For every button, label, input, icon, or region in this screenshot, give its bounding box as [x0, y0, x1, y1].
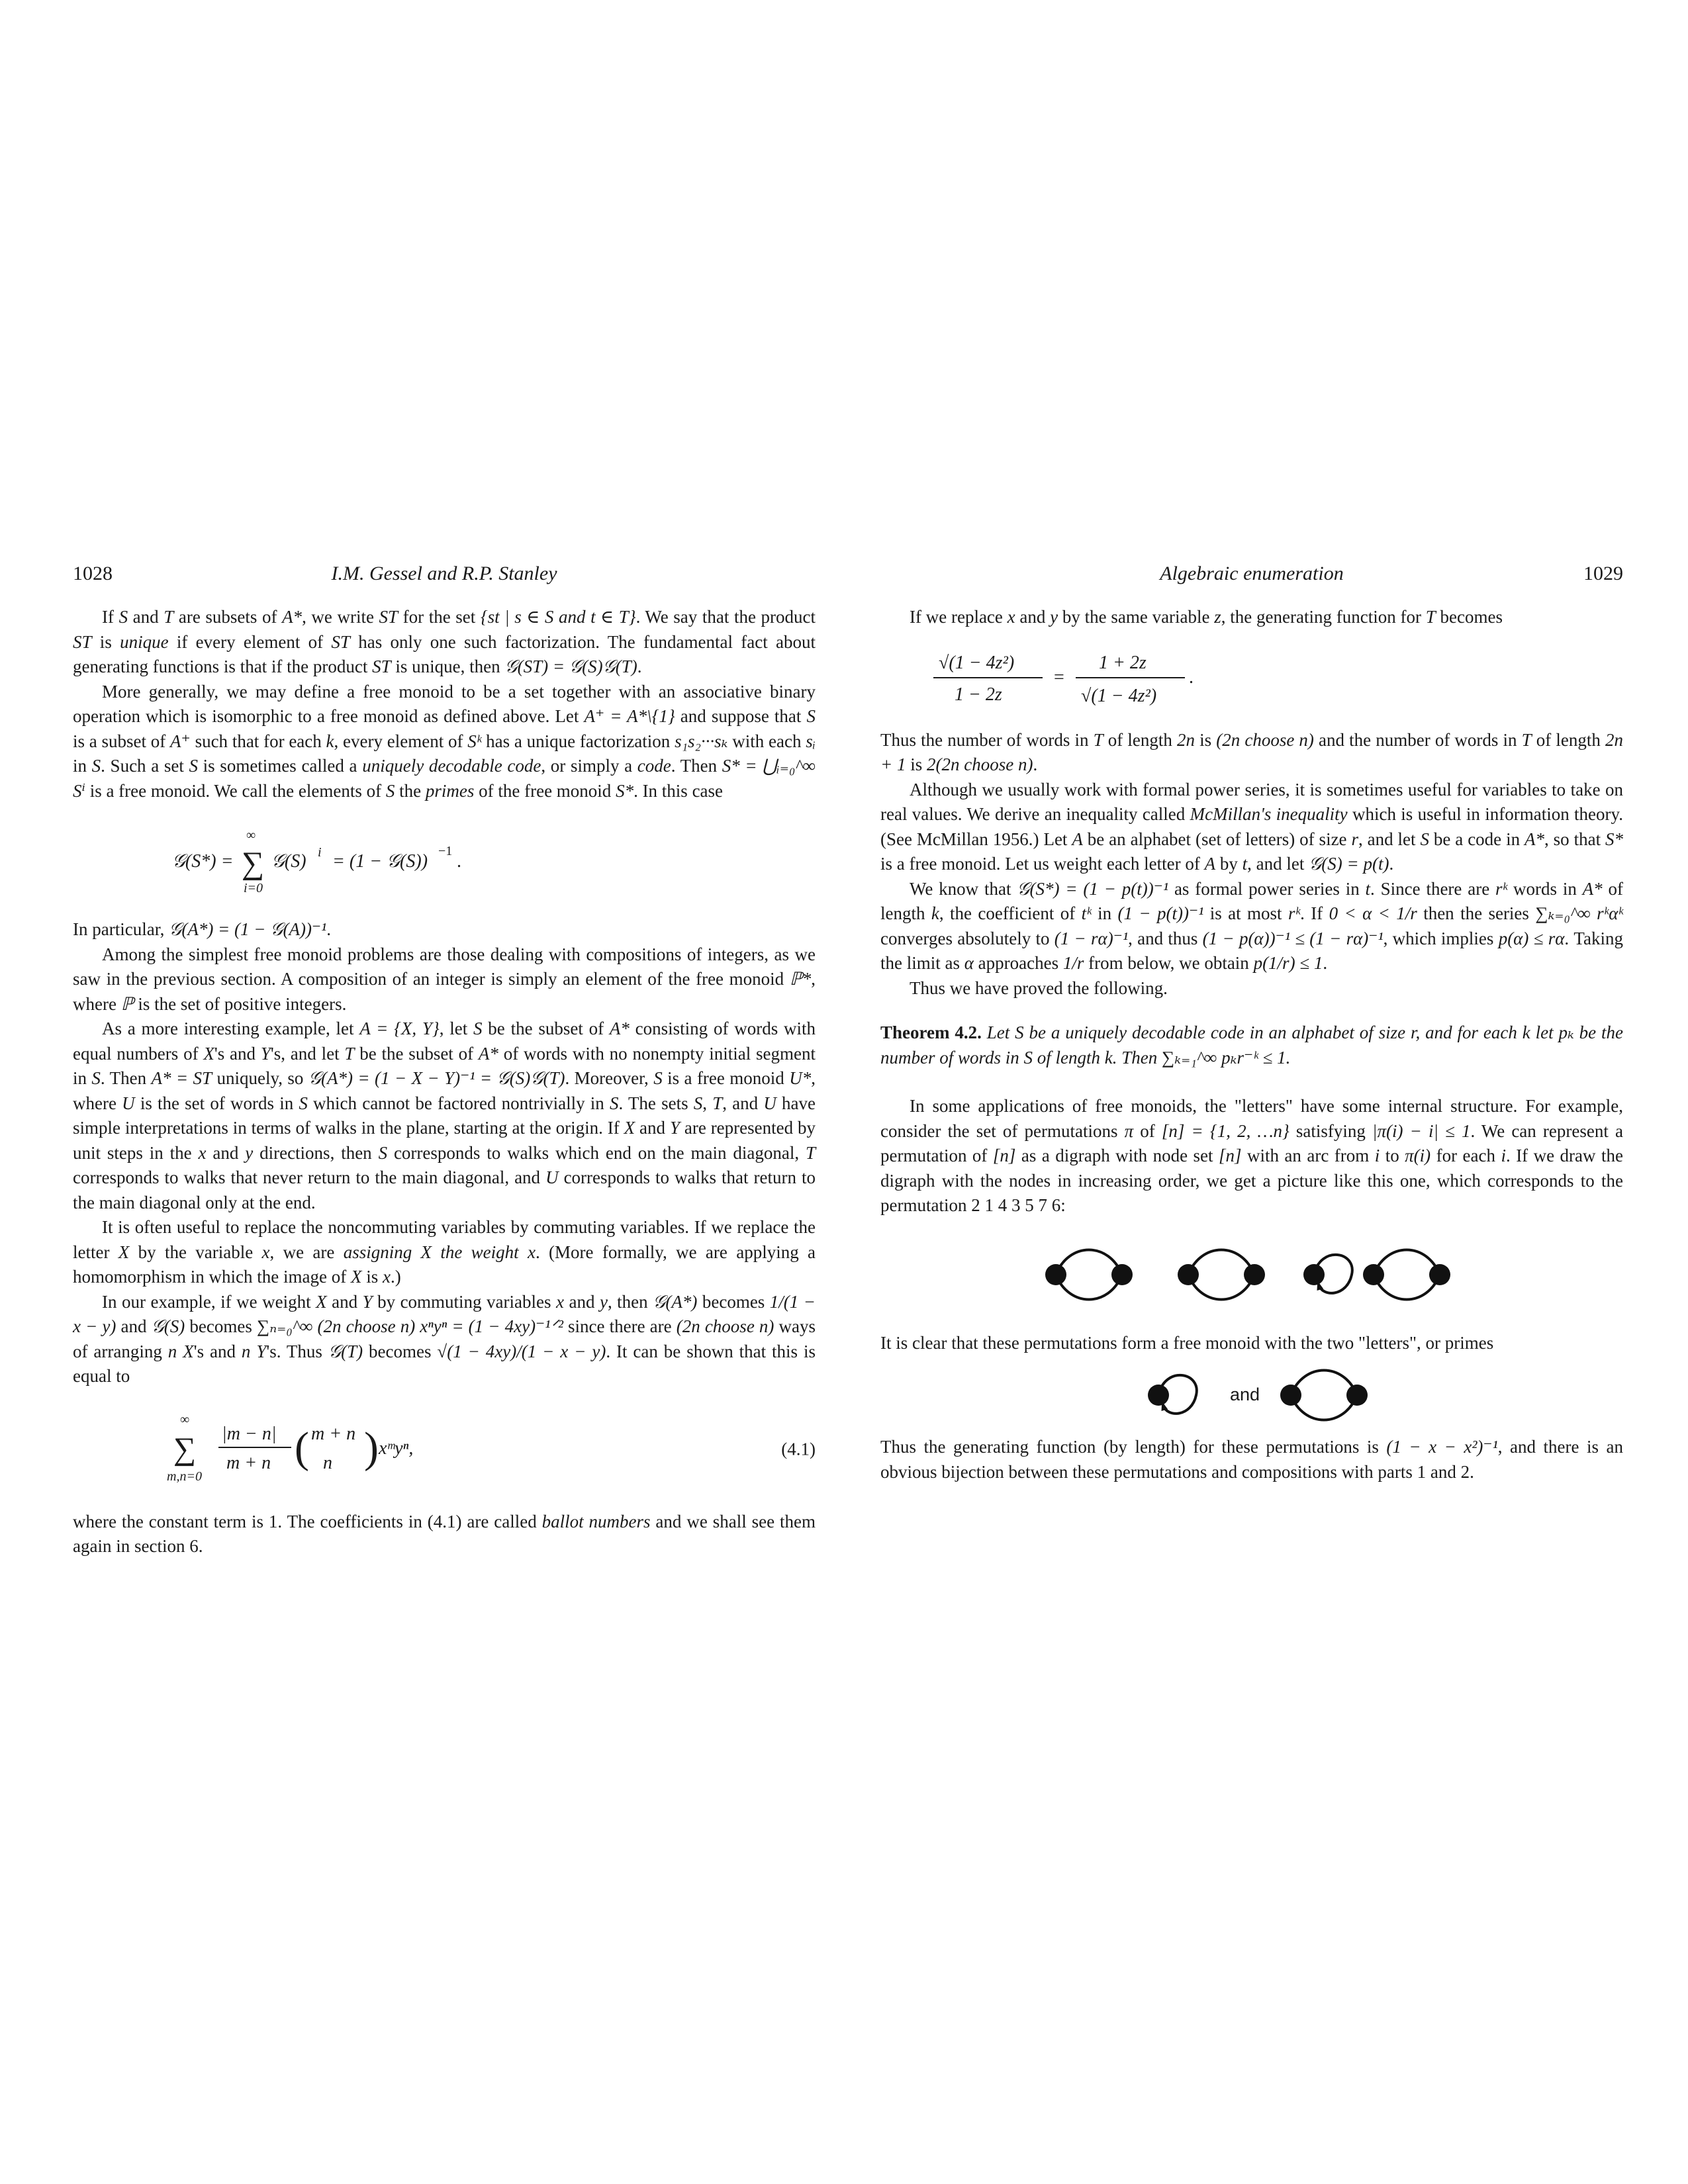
prime-cycle-node-2 [1346, 1385, 1368, 1406]
node-3 [1178, 1264, 1199, 1285]
node-5 [1303, 1264, 1325, 1285]
arc-1-to-2 [1056, 1250, 1122, 1275]
node-6 [1363, 1264, 1384, 1285]
right-paragraph-6: In some applications of free monoids, the "letters" have some internal structure. For example, consider the set of permutations π of [n] = {1, 2, …n} satisfying |π(i) − i| ≤ 1. We can represent a permutation of [n] as a digraph with node set [n] with an arc from i to π(i) for each i. If we draw the digraph with the nodes in increasing order, we get a picture like this one, which corresponds to the permutation 2 1 4 3 5 7 6: [880, 1096, 1623, 1215]
permutation-digraph-figure [880, 1218, 1623, 1331]
right-page-number: 1029 [1583, 563, 1623, 584]
right-paragraph-2: Thus the number of words in T of length 2n is (2n choose n) and the number of words in T of length 2n + 1 is 2(2n choose n). [880, 729, 1624, 774]
left-paragraph-5: As a more interesting example, let A = {X, Y}, let S be the subset of A* consisting of words with equal numbers of X's and Y's, and let T be the subset of A* of words with no nonempty initial segment in S. Then A* = ST uniquely, so 𝒢(A*) = (1 − X − Y)⁻¹ = 𝒢(S)𝒢(T). Moreover, S is a free monoid U*, where U is the set of words in S which cannot be factored nontrivially in S. The sets S, T, and U have simple interpretations in terms of walks in the plane, starting at the origin. If X and Y are represented by unit steps in the x and y directions, then S corresponds to walks which end on the main diagonal, T corresponds to walks that never return to the main diagonal, and U corresponds to walks that return to the main diagonal only at the end. [73, 1019, 816, 1212]
eq41-numerator: |m − n| [222, 1423, 277, 1444]
node-4 [1244, 1264, 1265, 1285]
primes-figure [880, 1355, 1623, 1435]
prime-arc-back [1291, 1395, 1357, 1420]
left-running-head [73, 563, 816, 592]
eq41-sum-sign: ∑ [173, 1431, 197, 1467]
right-paragraph-8: Thus the generating function (by length) for these permutations is (1 − x − x²)⁻¹, and there is an obvious bijection between these permutations and compositions with parts 1 and 2. [880, 1437, 1623, 1482]
eq-t-den1: 1 − 2z [955, 684, 1002, 705]
eq41-binom-bottom: n [323, 1452, 332, 1473]
right-paragraph-5: Thus we have proved the following. [910, 978, 1168, 998]
node-7 [1429, 1264, 1450, 1285]
node-2 [1111, 1264, 1133, 1285]
left-paragraph-1: If S and T are subsets of A*, we write ST for the set {st | s ∈ S and t ∈ T}. We say that the product ST is unique if every element of ST has only one such factorization. The fundamental fact about generating functions is that if the product ST is unique, then 𝒢(ST) = 𝒢(S)𝒢(T). [73, 607, 816, 676]
right-paragraph-4: We know that 𝒢(S*) = (1 − p(t))⁻¹ as formal power series in t. Since there are rᵏ words in A* of length k, the coefficient of tᵏ in (1 − p(t))⁻¹ is at most rᵏ. If 0 < α < 1/r then the series ∑ₖ₌₀^∞ rᵏαᵏ converges absolutely to (1 − rα)⁻¹, and thus (1 − p(α))⁻¹ ≤ (1 − rα)⁻¹, which implies p(α) ≤ rα. Taking the limit as α approaches 1/r from below, we obtain p(1/r) ≤ 1. [880, 878, 1624, 973]
eq-gs-rhs-sup: −1 [438, 844, 453, 858]
eq-gs-sum-sign: ∑ [242, 846, 265, 881]
equation-t-gf-svg [880, 642, 1344, 715]
right-paragraph-3: Although we usually work with formal power series, it is sometimes useful for variables to take on real values. We derive an inequality called McMillan's inequality which is useful in information theory. (See McMillan 1956.) Let A be an alphabet (set of letters) of size r, and let S be a code in A*, so that S* is a free monoid. Let us weight each letter of A by t, and let 𝒢(S) = p(t). [880, 779, 1624, 874]
eq-t-num2: 1 + 2z [1099, 652, 1147, 673]
eq41-tail: xᵐyⁿ, [379, 1437, 414, 1459]
left-paragraph-3: In particular, 𝒢(A*) = (1 − 𝒢(A))⁻¹. [73, 919, 332, 939]
equation-4-1-svg [73, 1406, 669, 1492]
eq-gs-term-sup: i [318, 845, 322, 860]
equation-4-1 [73, 1406, 816, 1492]
eq-t-end: . [1189, 666, 1194, 688]
left-paragraph-2: More generally, we may define a free monoid to be a set together with an associative binary operation which is isomorphic to a free monoid as defined above. Let A⁺ = A*\{1} and suppose that S is a subset of A⁺ such that for each k, every element of Sᵏ has a unique factorization s₁s₂···sₖ with each sᵢ in S. Such a set S is sometimes called a uniquely decodable code, or simply a code. Then S* = ⋃ᵢ₌₀^∞ Sⁱ is a free monoid. We call the elements of S the primes of the free monoid S*. In this case [73, 681, 816, 801]
right-page [880, 563, 1623, 1484]
node-1 [1045, 1264, 1066, 1285]
eq-gs-rhs: = (1 − 𝒢(S)) [332, 851, 428, 872]
left-running-title: I.M. Gessel and R.P. Stanley [331, 563, 557, 584]
equation-gs-star [73, 821, 816, 900]
prime-cycle-node-1 [1280, 1385, 1301, 1406]
eq-t-den2: √(1 − 4z²) [1081, 685, 1157, 706]
eq41-sum-top: ∞ [180, 1412, 190, 1427]
left-paragraph-8: where the constant term is 1. The coefficients in (4.1) are called ballot numbers and we shall see them again in section 6. [73, 1511, 816, 1556]
prime-loop-node [1148, 1385, 1169, 1406]
theorem-4-2-head: Theorem 4.2. [880, 1023, 982, 1042]
primes-and-label: and [1230, 1385, 1260, 1404]
left-paragraph-7: In our example, if we weight X and Y by commuting variables x and y, then 𝒢(A*) becomes 1/(1 − x − y) and 𝒢(S) becomes ∑ₙ₌₀^∞ (2n choose n) xⁿyⁿ = (1 − 4xy)⁻¹ᐟ² since there are (2n choose n) ways of arranging n X's and n Y's. Thus 𝒢(T) becomes √(1 − 4xy)/(1 − x − y). It can be shown that this is equal to [73, 1291, 816, 1386]
right-paragraph-7: It is clear that these permutations form a free monoid with the two "letters", or primes [880, 1332, 1494, 1353]
eq41-denominator: m + n [226, 1452, 271, 1473]
eq-gs-sum-top: ∞ [246, 828, 256, 842]
permutation-digraph-svg [880, 1218, 1623, 1331]
eq-gs-lhs: 𝒢(S*) = [172, 851, 234, 872]
eq-t-equals: = [1054, 666, 1064, 688]
right-running-title: Algebraic enumeration [1160, 563, 1344, 584]
theorem-4-2-body: Let S be a uniquely decodable code in an alphabet of size r, and for each k let pₖ be the number of words in S of length k. Then ∑ₖ₌₁^∞ pₖr⁻ᵏ ≤ 1. [880, 1023, 1624, 1068]
left-page [73, 563, 816, 1559]
eq41-left-paren: ( [295, 1423, 309, 1472]
eq-gs-sum-bottom: i=0 [244, 881, 263, 895]
arc-7-to-6 [1374, 1275, 1440, 1300]
eq-gs-term: 𝒢(S) [271, 851, 306, 872]
prime-arc-forward [1291, 1371, 1357, 1396]
equation-4-1-number: (4.1) [781, 1439, 816, 1459]
primes-svg [880, 1355, 1623, 1435]
right-running-head [880, 563, 1623, 592]
theorem-4-2 [880, 1021, 1623, 1070]
eq-t-num1: √(1 − 4z²) [939, 652, 1015, 673]
eq41-sum-bottom: m,n=0 [167, 1469, 202, 1484]
equation-gs-star-svg [73, 821, 536, 900]
right-paragraph-1: If we replace x and y by the same variable z, the generating function for T becomes [910, 607, 1503, 627]
equation-t-gf [880, 642, 1623, 715]
left-paragraph-4: Among the simplest free monoid problems are those dealing with compositions of integers, as we saw in the previous section. A composition of an integer is simply an element of the free monoid ℙ*, where ℙ is the set of positive integers. [73, 944, 816, 1014]
arc-4-to-3 [1188, 1275, 1254, 1300]
eq41-binom-top: m + n [311, 1423, 356, 1444]
arc-3-to-4 [1188, 1250, 1254, 1275]
left-paragraph-6: It is often useful to replace the noncommuting variables by commuting variables. If we replace the letter X by the variable x, we are assigning X the weight x. (More formally, we are applying a homomorphism in which the image of X is x.) [73, 1217, 816, 1287]
eq41-right-paren: ) [364, 1423, 379, 1472]
arc-6-to-7 [1374, 1250, 1440, 1275]
left-page-number: 1028 [73, 563, 113, 584]
arc-2-to-1 [1056, 1275, 1122, 1300]
eq-gs-end: . [457, 851, 461, 872]
